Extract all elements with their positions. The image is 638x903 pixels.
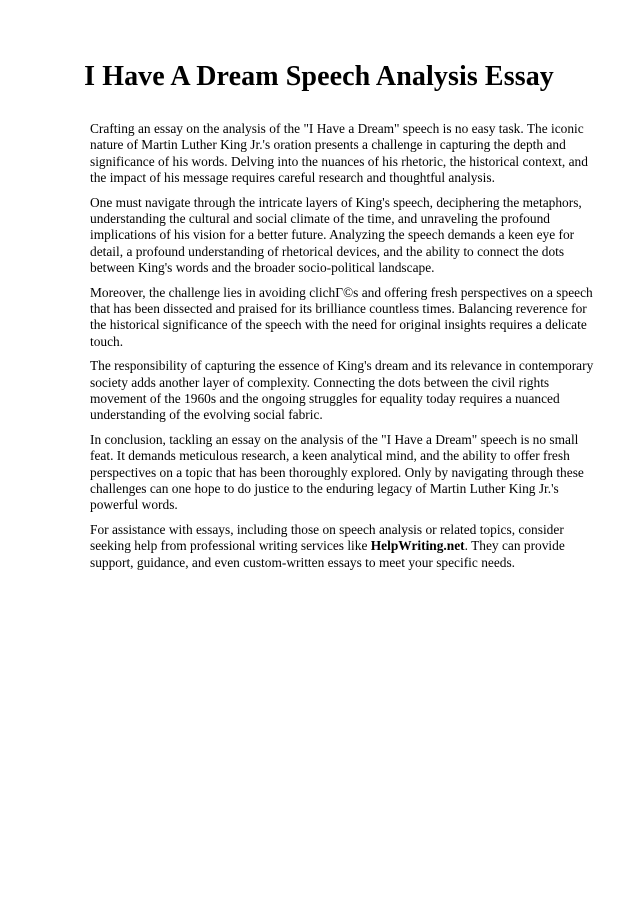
paragraph-conclusion: In conclusion, tackling an essay on the analysis of the "I Have a Dream" speech is no small feat. It demands meticulous research, a keen analytical mind, and the ability to offer fresh perspectives on a topic that has been thoroughly explored. Only by navigating through these challenges can one hope to do justice to the enduring legacy of Martin Luther King Jr.'s powerful words. [90, 432, 584, 513]
document-body [90, 121, 595, 579]
helpwriting-link[interactable]: HelpWriting.net [370, 538, 465, 554]
paragraph-closing [90, 522, 595, 571]
paragraph-intro: Crafting an essay on the analysis of the "I Have a Dream" speech is no easy task. The iconic nature of Martin Luther King Jr.'s oration presents a challenge in capturing the depth and significance of his words. Delving into the nuances of his rhetoric, the historical context, and the impact of his message requires careful research and thoughtful analysis. [90, 121, 588, 185]
paragraph-responsibility: The responsibility of capturing the essence of King's dream and its relevance in contemporary society adds another layer of complexity. Connecting the dots between the civil rights movement of the 1960s and the ongoing struggles for equality today requires a nuanced understanding of the evolving social fabric. [90, 358, 594, 423]
closing-text-after: . They can provide support, guidance, and even custom-written essays to meet your specific needs. [90, 538, 565, 570]
paragraph-challenge: Moreover, the challenge lies in avoiding clichГ©s and offering fresh perspectives on a speech that has been dissected and praised for its brilliance countless times. Balancing reverence for the historical significance of the speech with the need for original insights requires a delicate touch. [90, 284, 593, 349]
page-title: I Have A Dream Speech Analysis Essay [84, 61, 554, 92]
paragraph-navigate: One must navigate through the intricate layers of King's speech, deciphering the metaphors, understanding the cultural and social climate of the time, and unraveling the profound implications of his vision for a better future. Analyzing the speech demands a keen eye for detail, a profound understanding of rhetorical devices, and the ability to connect the dots between King's words and the broader socio-political landscape. [90, 194, 582, 275]
closing-text-before: For assistance with essays, including those on speech analysis or related topics, consider seeking help from professional writing services like [90, 522, 564, 554]
